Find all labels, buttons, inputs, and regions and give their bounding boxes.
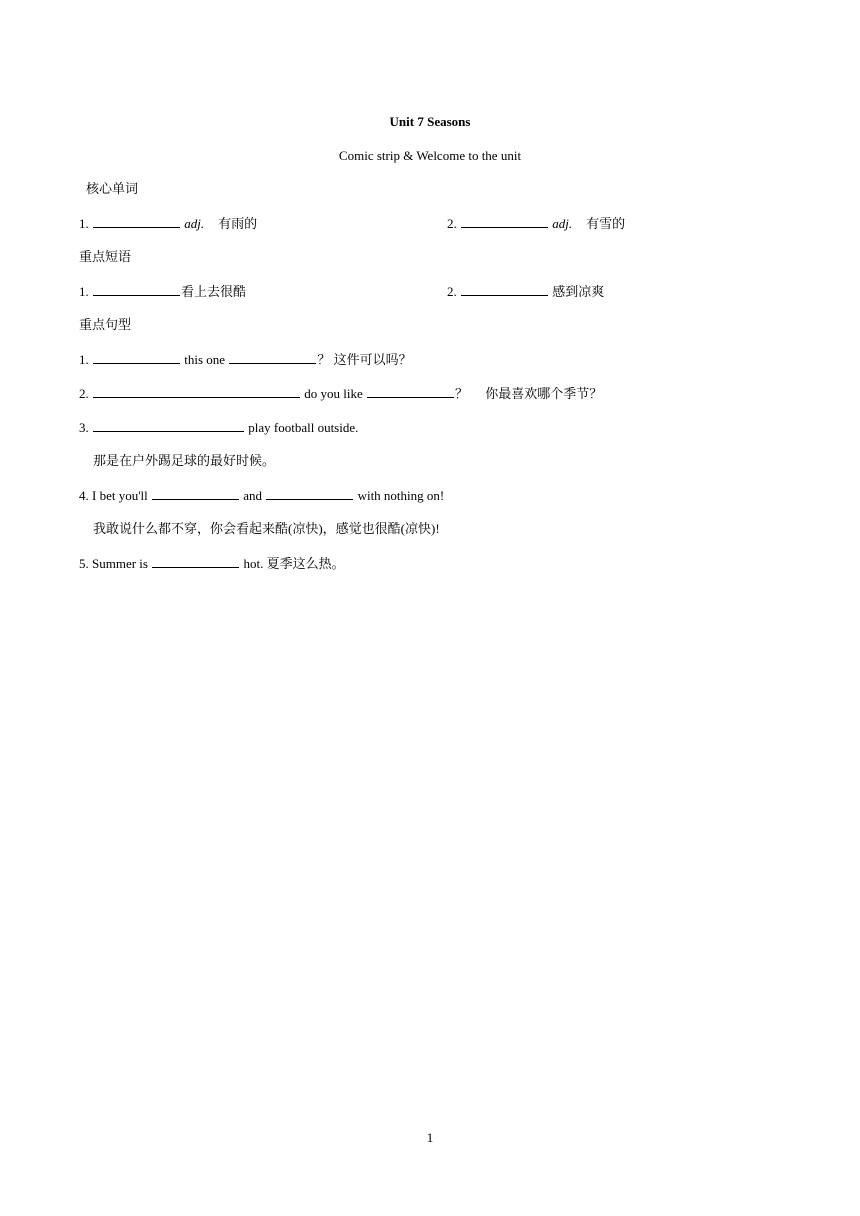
page-subtitle: Comic strip & Welcome to the unit [338,148,522,163]
key-sentence-1 [79,351,412,368]
item-number: 3. [79,420,89,435]
sentence-text: and [243,488,263,503]
key-phrase-item-1 [79,283,246,300]
item-number: 2. [447,284,457,299]
answer-blank[interactable] [152,487,239,500]
item-number: 1. [79,216,89,231]
item-number: 2. [79,386,89,401]
key-sentence-5 [79,555,345,572]
section-heading-key-phrases: 重点短语 [79,249,132,264]
answer-blank[interactable] [461,283,548,296]
answer-blank[interactable] [266,487,353,500]
sentence-punct: ？ [455,386,469,401]
page-title: Unit 7 Seasons [389,114,471,129]
sentence-text: with nothing on! [357,488,445,503]
key-sentence-2 [79,385,602,402]
answer-blank[interactable] [152,555,239,568]
answer-blank[interactable] [461,215,548,228]
answer-blank[interactable] [229,351,316,364]
item-number: 1. [79,284,89,299]
sentence-translation: 这件可以吗？ [333,352,412,367]
meaning: 有雪的 [586,216,626,231]
sentence-translation-4: 我敢说什么都不穿，你会看起来酷(凉快)，感觉也很酷(凉快)! [93,521,440,536]
sentence-text: 4. I bet you'll [79,488,148,503]
sentence-text: hot. [243,556,264,571]
part-of-speech: adj. [552,216,573,231]
answer-blank[interactable] [93,283,180,296]
sentence-text: this one [184,352,226,367]
item-number: 2. [447,216,457,231]
meaning: 看上去很酷 [181,284,247,299]
meaning: 有雨的 [218,216,258,231]
answer-blank[interactable] [93,419,244,432]
sentence-text: play football outside. [248,420,359,435]
section-heading-core-words: 核心单词 [86,181,139,196]
sentence-text: do you like [304,386,363,401]
answer-blank[interactable] [93,351,180,364]
sentence-text: 5. Summer is [79,556,148,571]
answer-blank[interactable] [93,215,180,228]
meaning: 感到凉爽 [552,284,605,299]
answer-blank[interactable] [367,385,454,398]
item-number: 1. [79,352,89,367]
sentence-translation-3: 那是在户外踢足球的最好时候。 [93,453,276,468]
core-word-item-1 [79,215,257,232]
core-word-item-2 [447,215,625,232]
sentence-punct: ？ [317,352,331,367]
key-sentence-4 [79,487,444,504]
sentence-translation: 你最喜欢哪个季节？ [485,386,603,401]
answer-blank[interactable] [93,385,300,398]
key-phrase-item-2 [447,283,604,300]
part-of-speech: adj. [184,216,205,231]
key-sentence-3 [79,419,358,436]
page-number: 1 [426,1130,434,1145]
sentence-translation: 夏季这么热。 [266,556,345,571]
section-heading-key-sentences: 重点句型 [79,317,132,332]
